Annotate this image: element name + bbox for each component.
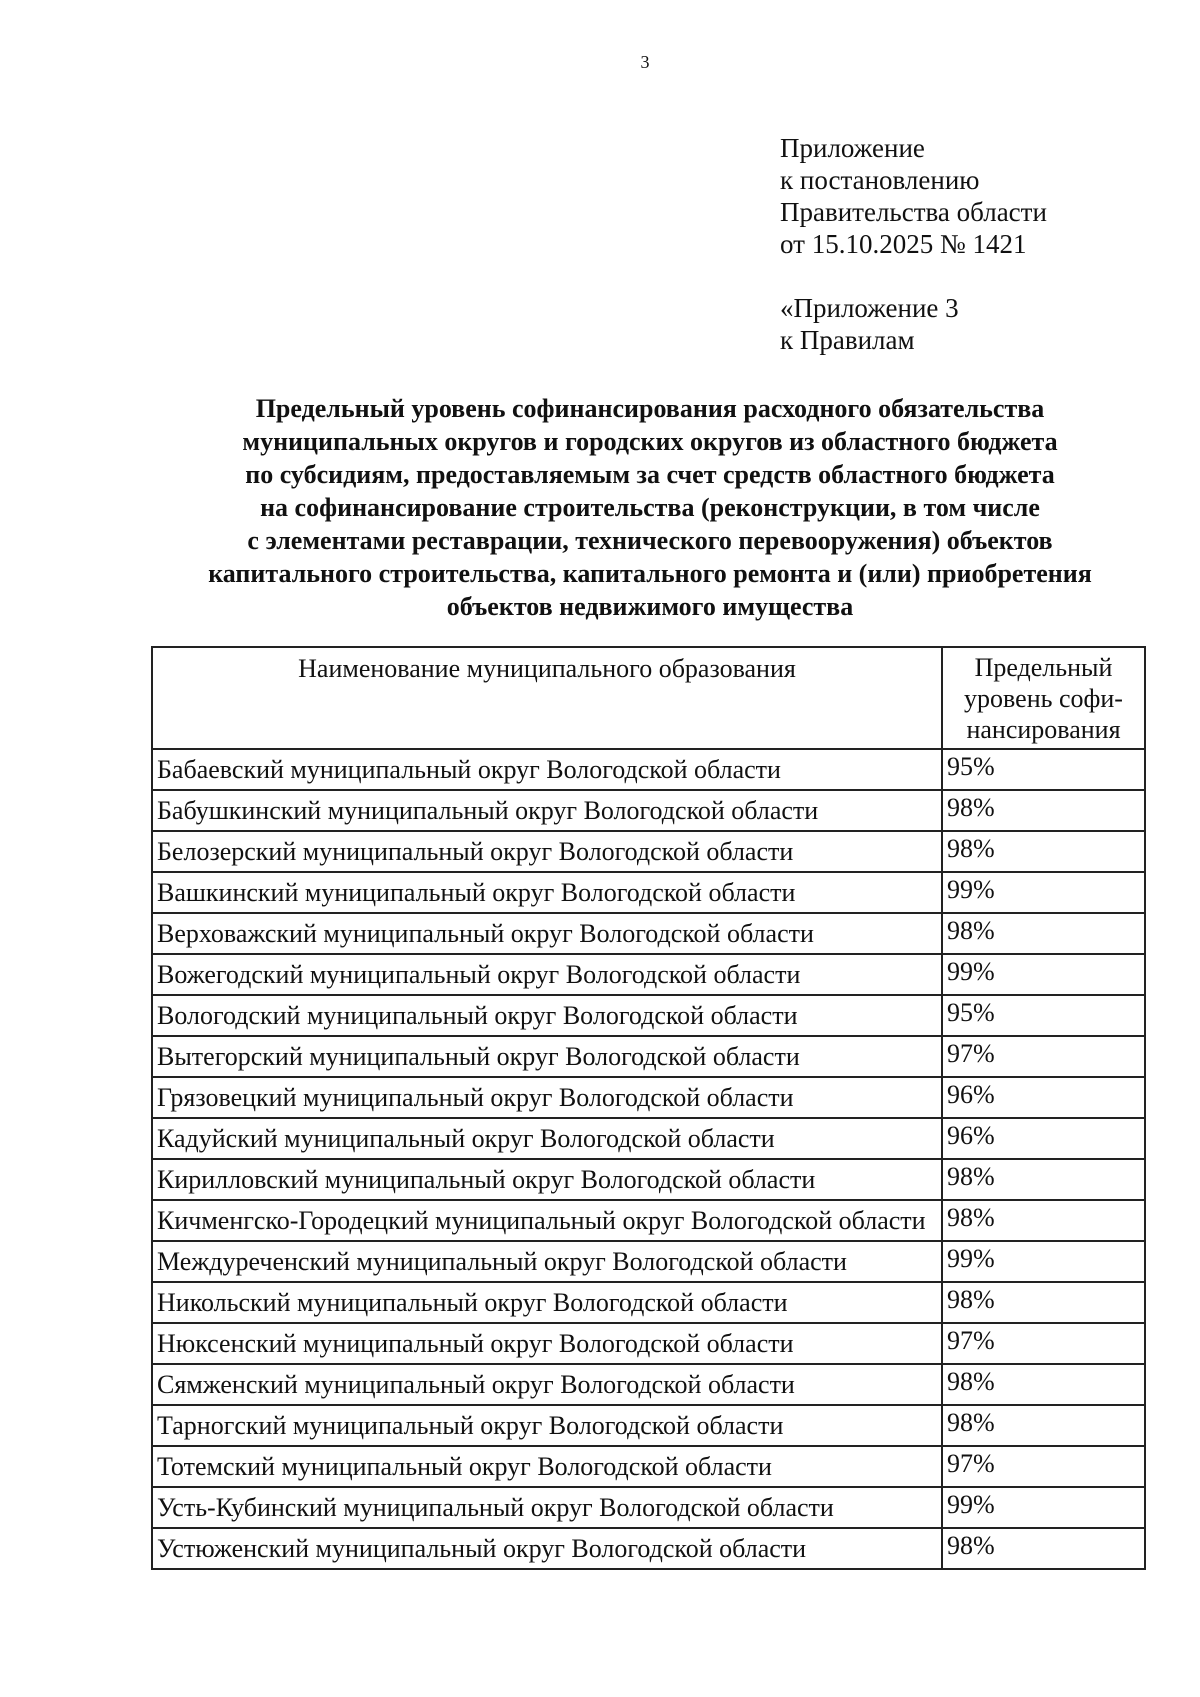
cofinancing-level: 95% [942,749,1145,790]
municipality-name: Тотемский муниципальный округ Вологодской области [152,1446,942,1487]
municipality-name: Грязовецкий муниципальный округ Вологодской области [152,1077,942,1118]
cofinancing-level: 99% [942,1241,1145,1282]
appendix-rules-block [780,292,959,356]
municipality-name: Тарногский муниципальный округ Вологодской области [152,1405,942,1446]
table-row [152,1241,1145,1282]
cofinancing-level: 98% [942,1364,1145,1405]
municipality-name: Усть-Кубинский муниципальный округ Вологодской области [152,1487,942,1528]
cofinancing-level: 95% [942,995,1145,1036]
municipality-name: Междуреченский муниципальный округ Вологодской области [152,1241,942,1282]
municipality-name: Бабаевский муниципальный округ Вологодской области [152,749,942,790]
page-number: 3 [640,52,650,72]
cofinancing-level: 98% [942,913,1145,954]
municipality-name: Верховажский муниципальный округ Вологодской области [152,913,942,954]
cofinancing-level: 96% [942,1077,1145,1118]
table-body [152,749,1145,1569]
municipality-name: Кичменгско-Городецкий муниципальный округ Вологодской области [152,1200,942,1241]
header-level-line: уровень софи- [964,684,1123,713]
header-level [942,647,1145,749]
table-row [152,1077,1145,1118]
table-row [152,1364,1145,1405]
municipality-name: Никольский муниципальный округ Вологодской области [152,1282,942,1323]
table-row [152,1200,1145,1241]
table-row [152,954,1145,995]
cofinancing-level: 98% [942,1200,1145,1241]
table-row [152,1446,1145,1487]
appendix-line: Правительства области [780,197,1047,227]
municipality-name: Вожегодский муниципальный округ Вологодской области [152,954,942,995]
table-row [152,913,1145,954]
municipality-name: Вологодский муниципальный округ Вологодской области [152,995,942,1036]
title-line: капитального строительства, капитального ремонта и (или) приобретения [208,559,1092,588]
cofinancing-level: 98% [942,1282,1145,1323]
cofinancing-level: 96% [942,1118,1145,1159]
table-header-row [152,647,1145,749]
table-row [152,1528,1145,1569]
title-line: по субсидиям, предоставляемым за счет средств областного бюджета [245,460,1055,489]
table-row [152,995,1145,1036]
appendix-line: Приложение [780,133,925,163]
municipality-name: Устюженский муниципальный округ Вологодской области [152,1528,942,1569]
cofinancing-level: 97% [942,1036,1145,1077]
document-title [150,392,1150,623]
title-line: на софинансирование строительства (реконструкции, в том числе [260,493,1040,522]
municipality-name: Кирилловский муниципальный округ Вологодской области [152,1159,942,1200]
table-row [152,1282,1145,1323]
table-row [152,790,1145,831]
appendix-block [780,132,1047,260]
cofinancing-level: 98% [942,1159,1145,1200]
cofinancing-level: 99% [942,872,1145,913]
municipality-name: Сямженский муниципальный округ Вологодской области [152,1364,942,1405]
appendix-rules-line: «Приложение 3 [780,293,959,323]
title-line: Предельный уровень софинансирования расходного обязательства [255,394,1045,423]
table-row [152,831,1145,872]
municipality-name: Белозерский муниципальный округ Вологодской области [152,831,942,872]
table-row [152,1118,1145,1159]
cofinancing-level: 97% [942,1446,1145,1487]
cofinancing-level: 98% [942,1405,1145,1446]
title-line: объектов недвижимого имущества [446,592,854,621]
cofinancing-level: 99% [942,1487,1145,1528]
appendix-date-line: от 15.10.2025 № 1421 [780,229,1027,259]
municipality-name: Нюксенский муниципальный округ Вологодской области [152,1323,942,1364]
municipality-name: Бабушкинский муниципальный округ Вологодской области [152,790,942,831]
table-row [152,872,1145,913]
municipality-name: Вашкинский муниципальный округ Вологодской области [152,872,942,913]
table-row [152,749,1145,790]
municipality-name: Вытегорский муниципальный округ Вологодской области [152,1036,942,1077]
header-level-line: нансирования [966,715,1121,744]
cofinancing-level: 99% [942,954,1145,995]
table-row [152,1159,1145,1200]
cofinancing-table [151,646,1146,1570]
title-line: с элементами реставрации, технического перевооружения) объектов [247,526,1053,555]
appendix-line: к постановлению [780,165,980,195]
header-name: Наименование муниципального образования [152,647,942,749]
municipality-name: Кадуйский муниципальный округ Вологодской области [152,1118,942,1159]
cofinancing-level: 98% [942,790,1145,831]
table-row [152,1036,1145,1077]
header-level-line: Предельный [974,653,1113,682]
cofinancing-level: 97% [942,1323,1145,1364]
table-row [152,1323,1145,1364]
title-line: муниципальных округов и городских округов из областного бюджета [242,427,1058,456]
cofinancing-level: 98% [942,831,1145,872]
cofinancing-level: 98% [942,1528,1145,1569]
appendix-rules-line: к Правилам [780,325,915,355]
table-row [152,1405,1145,1446]
table-row [152,1487,1145,1528]
